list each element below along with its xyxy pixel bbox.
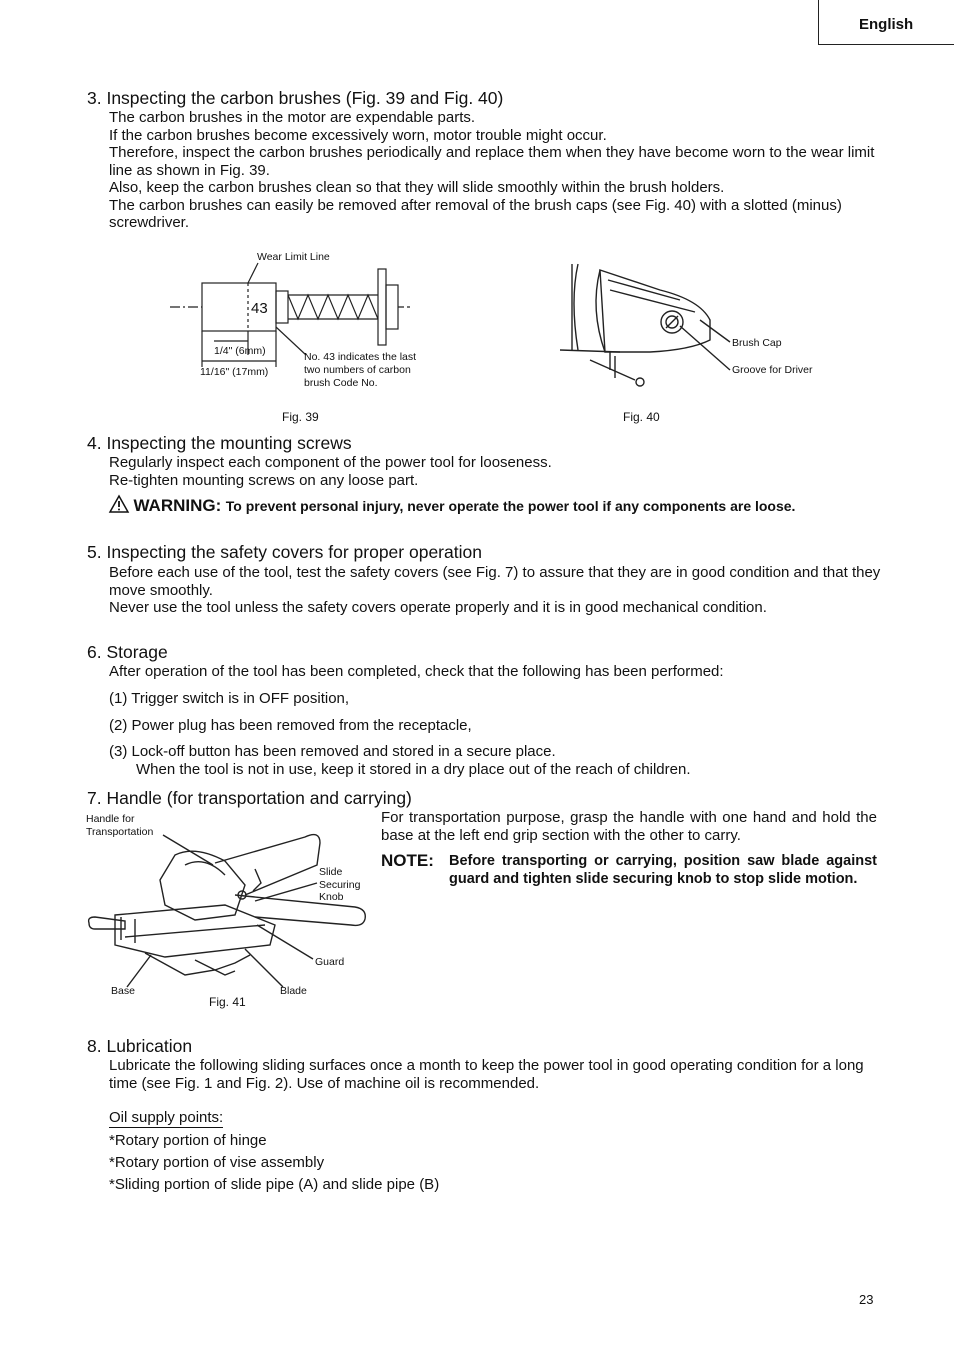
- oil-point: *Rotary portion of vise assembly: [109, 1154, 325, 1171]
- fig41-knob-line: Slide: [319, 866, 343, 878]
- fig41-handle-line: Handle for: [86, 813, 135, 825]
- warning-triangle-icon: [109, 495, 129, 513]
- section-3-line: The carbon brushes can easily be removed after removal of the brush caps (see Fig. 40) with a slotted (minus) screwdriver.: [109, 196, 842, 231]
- note-label: NOTE:: [381, 851, 434, 870]
- fig40-groove-label: Groove for Driver: [732, 364, 813, 376]
- language-label: English: [859, 16, 914, 33]
- fig41-base-label: Base: [111, 985, 135, 997]
- warning-text: To prevent personal injury, never operate the power tool if any components are loose.: [225, 498, 796, 514]
- fig39-wear-limit-label: Wear Limit Line: [257, 251, 330, 263]
- section-8-heading: 8. Lubrication: [87, 1036, 193, 1056]
- fig39-note: [304, 351, 416, 390]
- fig41-knob-line: Securing: [319, 878, 361, 891]
- fig41-caption: Fig. 41: [209, 995, 246, 1009]
- oil-point: *Sliding portion of slide pipe (A) and slide pipe (B): [109, 1176, 440, 1193]
- language-tab: [818, 0, 954, 45]
- warning-label: WARNING:: [133, 496, 222, 515]
- fig39-brush-number: 43: [251, 300, 268, 317]
- oil-supply-title: Oil supply points:: [109, 1109, 224, 1126]
- fig39-dim-long: 11/16" (17mm): [200, 366, 269, 378]
- storage-item: (1) Trigger switch is in OFF position,: [109, 690, 350, 707]
- storage-note: When the tool is not in use, keep it stored in a dry place out of the reach of children.: [136, 761, 691, 778]
- fig39-caption: Fig. 39: [282, 410, 319, 424]
- fig40-caption: Fig. 40: [623, 410, 660, 424]
- section-3-line: The carbon brushes in the motor are expendable parts.: [109, 109, 476, 126]
- section-7-heading: 7. Handle (for transportation and carrying): [87, 788, 412, 808]
- section-3-line: Therefore, inspect the carbon brushes periodically and replace them when they have become worn to the wear limit line as shown in Fig. 39.: [109, 144, 875, 179]
- section-5-body: [109, 564, 884, 617]
- storage-item: (2) Power plug has been removed from the receptacle,: [109, 717, 472, 734]
- oil-point: *Rotary portion of hinge: [109, 1132, 267, 1149]
- section-4-line: Regularly inspect each component of the power tool for looseness.: [109, 454, 552, 471]
- fig39-dim-short: 1/4" (6mm): [214, 345, 266, 357]
- fig41-guard-label: Guard: [315, 956, 345, 968]
- section-4-body: [109, 454, 884, 489]
- fig41-knob-label: [319, 866, 360, 904]
- fig39-note-line: brush Code No.: [304, 377, 378, 389]
- fig39-note-line: two numbers of carbon: [304, 364, 411, 376]
- note-text: Before transporting or carrying, position saw blade against guard and tighten slide securing knob to stop slide motion.: [449, 853, 877, 887]
- fig41-handle-label: [86, 813, 153, 839]
- section-7-text: For transportation purpose, grasp the handle with one hand and hold the base at the left end grip section with the other to carry.: [381, 809, 877, 844]
- fig39-note-line: No. 43 indicates the last: [304, 351, 417, 363]
- fig41-knob-line: Knob: [319, 891, 344, 903]
- page-number: 23: [859, 1292, 874, 1307]
- section-3-line: If the carbon brushes become excessively worn, motor trouble might occur.: [109, 126, 607, 144]
- fig41-handle-line: Transportation: [86, 826, 154, 838]
- fig41-saw-drawing: [85, 825, 365, 995]
- fig40-brush-cap-label: Brush Cap: [732, 337, 782, 349]
- fig41-blade-label: Blade: [280, 985, 307, 997]
- section-4-line: Re-tighten mounting screws on any loose part.: [109, 471, 419, 489]
- section-3-body: [109, 109, 884, 232]
- warning-callout: [109, 495, 795, 516]
- storage-item: (3) Lock-off button has been removed and stored in a secure place.: [109, 743, 556, 760]
- section-5-line: Before each use of the tool, test the safety covers (see Fig. 7) to assure that they are in good condition and that they move smoothly.: [109, 564, 881, 599]
- section-6-intro: After operation of the tool has been completed, check that the following has been performed:: [109, 663, 724, 680]
- section-6-heading: 6. Storage: [87, 642, 168, 662]
- section-3-line: Also, keep the carbon brushes clean so that they will slide smoothly within the brush holders.: [109, 179, 725, 196]
- section-5-heading: 5. Inspecting the safety covers for proper operation: [87, 542, 482, 562]
- section-8-text: Lubricate the following sliding surfaces once a month to keep the power tool in good operating condition for a long time (see Fig. 1 and Fig. 2). Use of machine oil is recommended.: [109, 1057, 864, 1092]
- section-4-heading: 4. Inspecting the mounting screws: [87, 433, 352, 453]
- section-5-line: Never use the tool unless the safety covers operate properly and it is in good mechanical condition.: [109, 599, 767, 616]
- fig40-motor-drawing: [560, 260, 735, 390]
- section-3-heading: 3. Inspecting the carbon brushes (Fig. 39 and Fig. 40): [87, 88, 504, 108]
